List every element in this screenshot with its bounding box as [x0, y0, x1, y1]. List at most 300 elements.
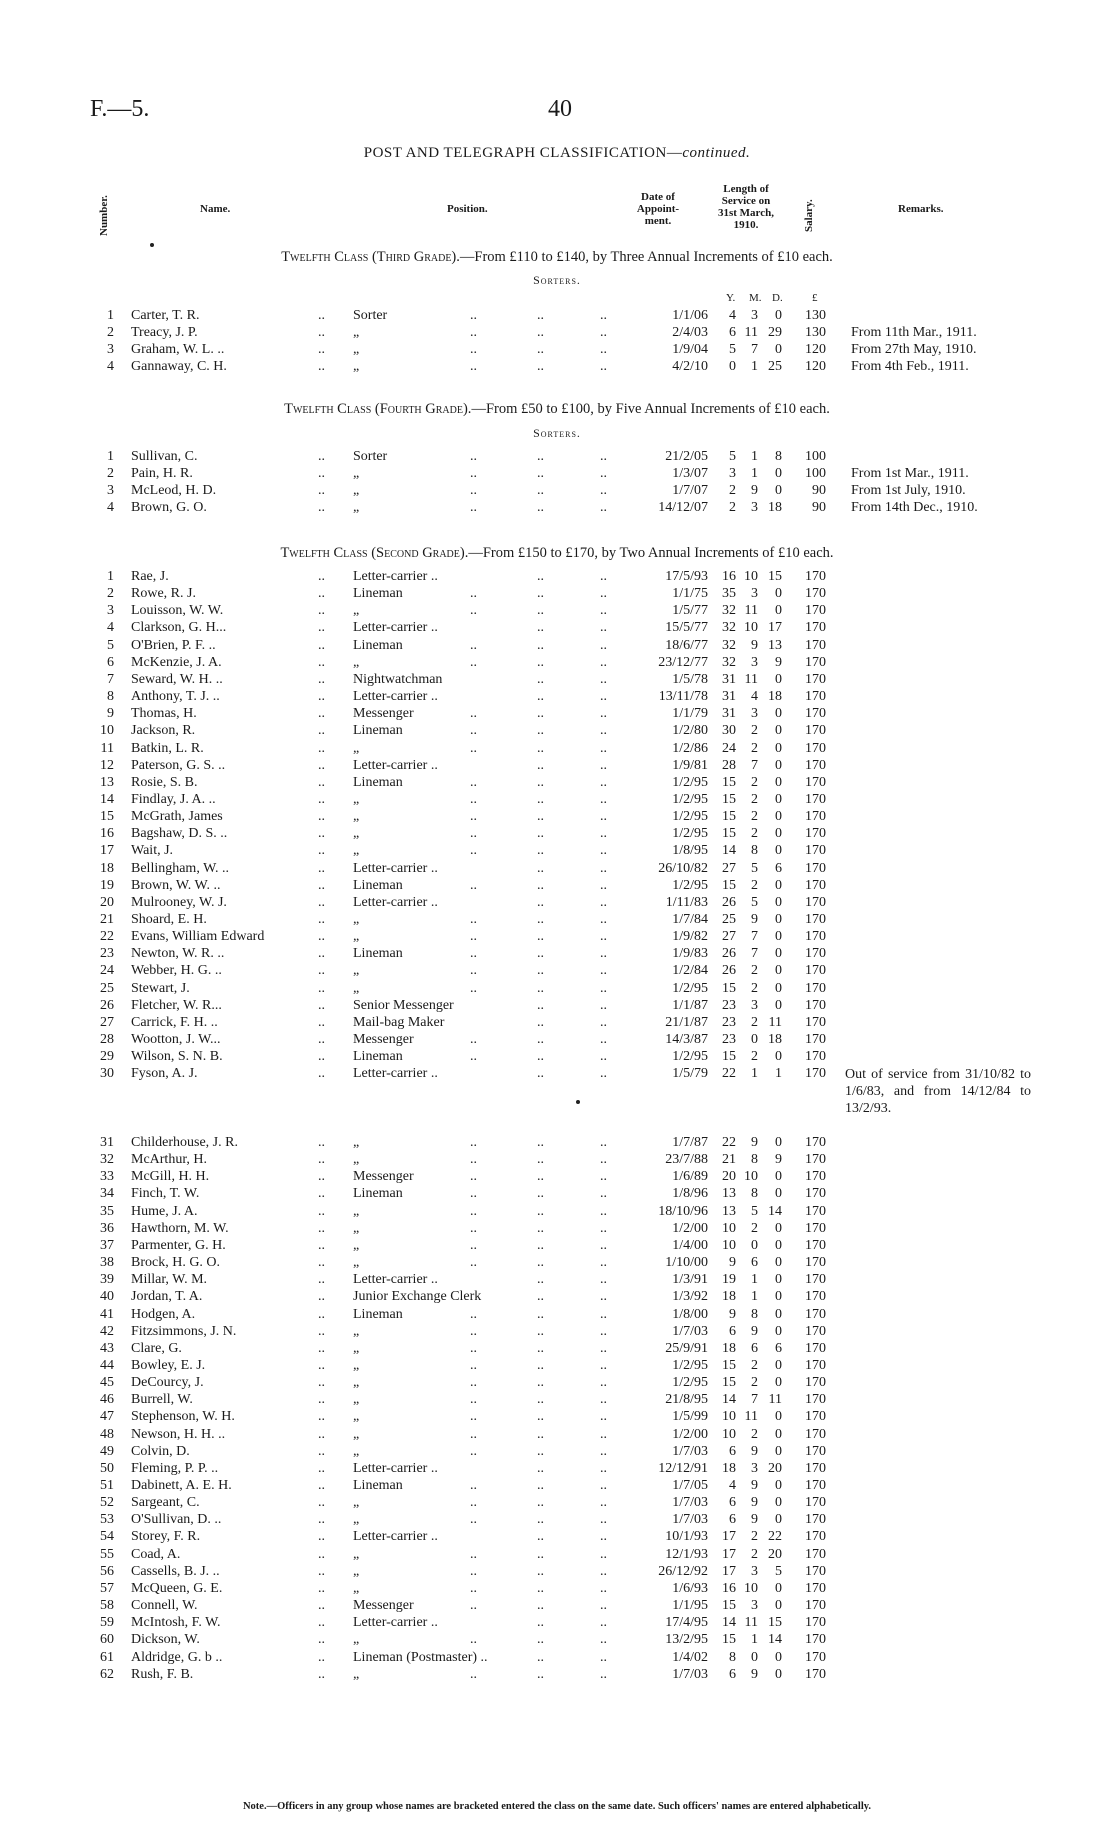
leader-dots: ..	[470, 1255, 477, 1271]
table-row	[0, 1614, 1114, 1631]
leader-dots: ..	[318, 1169, 325, 1185]
leader-dots: ..	[537, 1306, 544, 1322]
row-remark: From 27th May, 1910.	[851, 342, 977, 358]
row-years: 6	[729, 1443, 736, 1459]
leader-dots: ..	[600, 1135, 607, 1150]
leader-dots: ..	[318, 1357, 325, 1373]
leader-dots: ..	[318, 1032, 325, 1048]
leader-dots: ..	[600, 466, 607, 482]
row-date: 1/8/95	[672, 843, 708, 859]
table-row	[0, 1563, 1114, 1580]
row-date: 26/12/92	[658, 1563, 708, 1579]
row-months: 2	[751, 963, 758, 979]
row-salary: 120	[805, 342, 826, 358]
row-days: 0	[775, 791, 782, 807]
row-days: 20	[768, 1460, 782, 1476]
row-days: 0	[775, 586, 782, 602]
leader-dots: ..	[600, 826, 607, 842]
unit-pounds: £	[812, 292, 818, 304]
leader-dots: ..	[600, 1186, 607, 1202]
row-days: 0	[775, 1237, 782, 1253]
row-months: 2	[751, 723, 758, 739]
row-name: Gannaway, C. H.	[131, 359, 227, 375]
row-number: 9	[107, 706, 114, 722]
leader-dots: ..	[600, 620, 607, 636]
row-number: 20	[100, 894, 114, 910]
leader-dots: ..	[318, 1495, 325, 1511]
row-months: 3	[751, 706, 758, 722]
column-position-header: Position.	[447, 203, 488, 215]
table-row	[0, 324, 1114, 341]
leader-dots: ..	[600, 1014, 607, 1030]
row-years: 17	[722, 1563, 736, 1579]
leader-dots: ..	[318, 1255, 325, 1271]
row-years: 10	[722, 1409, 736, 1425]
leader-dots: ..	[600, 1443, 607, 1459]
table-row	[0, 671, 1114, 688]
table-row	[0, 637, 1114, 654]
leader-dots: ..	[600, 1598, 607, 1614]
row-date: 1/1/06	[672, 308, 708, 323]
row-months: 3	[751, 1460, 758, 1476]
leader-dots: ..	[537, 757, 544, 773]
leader-dots: ..	[600, 963, 607, 979]
row-years: 31	[722, 671, 736, 687]
row-days: 0	[775, 1598, 782, 1614]
leader-dots: ..	[318, 1049, 325, 1065]
leader-dots: ..	[470, 1152, 477, 1168]
row-date: 1/2/00	[672, 1426, 708, 1442]
row-years: 6	[729, 325, 736, 341]
row-days: 9	[775, 1152, 782, 1168]
row-number: 4	[107, 620, 114, 636]
row-years: 30	[722, 723, 736, 739]
row-name: Carter, T. R.	[131, 308, 200, 323]
leader-dots: ..	[470, 877, 477, 893]
row-number: 31	[100, 1135, 114, 1150]
row-name: McLeod, H. D.	[131, 483, 217, 499]
leader-dots: ..	[600, 894, 607, 910]
table-row	[0, 757, 1114, 774]
row-months: 1	[751, 1272, 758, 1288]
leader-dots: ..	[600, 500, 607, 516]
row-name: Clarkson, G. H...	[131, 620, 227, 636]
leader-dots: ..	[600, 1478, 607, 1493]
leader-dots: ..	[318, 1135, 325, 1150]
row-remark: From 1st Mar., 1911.	[851, 466, 969, 482]
leader-dots: ..	[537, 449, 544, 464]
row-months: 2	[751, 809, 758, 825]
row-position: „	[353, 980, 360, 996]
table-row	[0, 980, 1114, 997]
row-days: 0	[775, 1426, 782, 1442]
specks	[576, 1100, 580, 1104]
column-name-header: Name.	[200, 203, 231, 215]
row-position: Messenger	[353, 706, 414, 722]
table-row	[0, 1168, 1114, 1185]
row-days: 25	[768, 359, 782, 375]
leader-dots: ..	[600, 1255, 607, 1271]
row-name: Hawthorn, M. W.	[131, 1220, 229, 1236]
remark-out-of-service: Out of service from 31/10/82 to 1/6/83, and from 14/12/84 to 13/2/93.	[845, 1067, 1031, 1116]
row-name: Mulrooney, W. J.	[131, 894, 227, 910]
row-months: 8	[751, 1306, 758, 1322]
leader-dots: ..	[470, 980, 477, 996]
row-months: 3	[751, 997, 758, 1013]
table-row	[0, 1528, 1114, 1545]
table-row	[0, 1203, 1114, 1220]
row-position: Lineman	[353, 1478, 403, 1493]
row-years: 6	[729, 1666, 736, 1682]
row-number: 45	[100, 1375, 114, 1391]
row-days: 15	[768, 569, 782, 584]
leader-dots: ..	[537, 1272, 544, 1288]
row-name: Fitzsimmons, J. N.	[131, 1323, 237, 1339]
leader-dots: ..	[537, 1649, 544, 1665]
column-length-header: Length of Service on 31st March, 1910.	[717, 183, 774, 231]
row-name: Jordan, T. A.	[131, 1289, 203, 1305]
row-months: 2	[751, 1529, 758, 1545]
leader-dots: ..	[600, 569, 607, 584]
column-salary-header: Salary.	[803, 199, 815, 232]
row-years: 2	[729, 483, 736, 499]
row-position: Sorter	[353, 449, 388, 464]
leader-dots: ..	[600, 1495, 607, 1511]
leader-dots: ..	[600, 1357, 607, 1373]
table-row	[0, 928, 1114, 945]
leader-dots: ..	[600, 359, 607, 375]
row-date: 1/9/81	[672, 757, 708, 773]
table-row	[0, 774, 1114, 791]
row-number: 4	[107, 359, 114, 375]
leader-dots: ..	[600, 1340, 607, 1356]
row-date: 1/2/95	[672, 1049, 708, 1065]
row-salary: 120	[805, 359, 826, 375]
row-months: 10	[744, 569, 758, 584]
table-row	[0, 499, 1114, 516]
row-days: 0	[775, 963, 782, 979]
table-row	[0, 307, 1114, 324]
row-name: Finch, T. W.	[131, 1186, 200, 1202]
leader-dots: ..	[537, 569, 544, 584]
section-title: Twelfth Class (Fourth Grade).—From £50 to £100, by Five Annual Increments of £10 each.	[284, 401, 830, 417]
row-days: 0	[775, 603, 782, 619]
section-subtitle: Sorters.	[533, 426, 581, 440]
row-position: „	[353, 1323, 360, 1339]
row-salary: 170	[805, 757, 826, 773]
leader-dots: ..	[537, 620, 544, 636]
row-years: 9	[729, 1306, 736, 1322]
row-date: 1/6/89	[672, 1169, 708, 1185]
leader-dots: ..	[470, 603, 477, 619]
row-salary: 170	[805, 1495, 826, 1511]
table-row	[0, 808, 1114, 825]
row-position: Letter-carrier ..	[353, 1066, 438, 1082]
row-days: 22	[768, 1529, 782, 1545]
leader-dots: ..	[318, 1237, 325, 1253]
row-days: 0	[775, 912, 782, 927]
row-position: Messenger	[353, 1169, 414, 1185]
row-name: DeCourcy, J.	[131, 1375, 204, 1391]
row-position: „	[353, 912, 360, 927]
row-years: 27	[722, 929, 736, 945]
row-position: Lineman	[353, 946, 403, 962]
row-number: 48	[100, 1426, 114, 1442]
row-date: 15/5/77	[665, 620, 708, 636]
leader-dots: ..	[600, 1409, 607, 1425]
row-number: 53	[100, 1512, 114, 1528]
leader-dots: ..	[600, 1426, 607, 1442]
row-name: Paterson, G. S. ..	[131, 757, 226, 773]
leader-dots: ..	[470, 1563, 477, 1579]
row-salary: 170	[805, 1632, 826, 1648]
leader-dots: ..	[470, 912, 477, 927]
row-number: 59	[100, 1615, 114, 1631]
leader-dots: ..	[470, 1375, 477, 1391]
row-salary: 170	[805, 1272, 826, 1288]
row-months: 1	[751, 449, 758, 464]
leader-dots: ..	[470, 1512, 477, 1528]
row-months: 9	[751, 483, 758, 499]
leader-dots: ..	[600, 325, 607, 341]
row-days: 0	[775, 980, 782, 996]
leader-dots: ..	[318, 1580, 325, 1596]
row-date: 1/6/93	[672, 1580, 708, 1596]
leader-dots: ..	[470, 1049, 477, 1065]
table-row	[0, 585, 1114, 602]
row-number: 11	[100, 740, 114, 756]
row-position: „	[353, 500, 360, 516]
row-number: 50	[100, 1460, 114, 1476]
row-number: 2	[107, 586, 114, 602]
row-years: 18	[722, 1340, 736, 1356]
row-number: 10	[100, 723, 114, 739]
row-salary: 170	[805, 1203, 826, 1219]
leader-dots: ..	[537, 1340, 544, 1356]
row-months: 10	[744, 1580, 758, 1596]
row-date: 1/2/95	[672, 791, 708, 807]
leader-dots: ..	[318, 723, 325, 739]
row-days: 0	[775, 946, 782, 962]
row-salary: 170	[805, 1392, 826, 1408]
row-days: 0	[775, 1357, 782, 1373]
row-days: 0	[775, 1666, 782, 1682]
leader-dots: ..	[470, 774, 477, 790]
leader-dots: ..	[537, 1546, 544, 1562]
leader-dots: ..	[600, 757, 607, 773]
leader-dots: ..	[537, 1632, 544, 1648]
row-days: 0	[775, 894, 782, 910]
leader-dots: ..	[600, 654, 607, 670]
row-salary: 170	[805, 603, 826, 619]
row-name: Parmenter, G. H.	[131, 1237, 226, 1253]
table-row	[0, 825, 1114, 842]
table-row	[0, 1237, 1114, 1254]
leader-dots: ..	[537, 946, 544, 962]
row-position: „	[353, 342, 360, 358]
row-date: 1/7/03	[672, 1495, 708, 1511]
row-number: 2	[107, 466, 114, 482]
row-days: 14	[768, 1632, 782, 1648]
row-number: 3	[107, 342, 114, 358]
table-row	[0, 1185, 1114, 1202]
table-row	[0, 465, 1114, 482]
table-row	[0, 997, 1114, 1014]
leader-dots: ..	[537, 706, 544, 722]
section-subtitle: Sorters.	[533, 273, 581, 287]
leader-dots: ..	[318, 1186, 325, 1202]
row-salary: 170	[805, 1014, 826, 1030]
row-salary: 170	[805, 723, 826, 739]
leader-dots: ..	[537, 342, 544, 358]
row-days: 5	[775, 1563, 782, 1579]
row-position: „	[353, 654, 360, 670]
row-days: 8	[775, 449, 782, 464]
row-days: 20	[768, 1546, 782, 1562]
row-months: 0	[751, 1649, 758, 1665]
row-name: Bowley, E. J.	[131, 1357, 206, 1373]
column-number-header: Number.	[98, 195, 110, 236]
row-date: 1/3/92	[672, 1289, 708, 1305]
row-position: „	[353, 1632, 360, 1648]
row-date: 12/1/93	[665, 1546, 708, 1562]
row-years: 16	[722, 1580, 736, 1596]
row-name: Findlay, J. A. ..	[131, 791, 216, 807]
row-months: 9	[751, 1443, 758, 1459]
row-months: 11	[744, 1615, 758, 1631]
leader-dots: ..	[318, 1426, 325, 1442]
row-years: 23	[722, 1032, 736, 1048]
table-row	[0, 1649, 1114, 1666]
row-date: 1/5/77	[672, 603, 708, 619]
row-number: 30	[100, 1066, 114, 1082]
leader-dots: ..	[600, 1237, 607, 1253]
leader-dots: ..	[470, 843, 477, 859]
leader-dots: ..	[600, 1580, 607, 1596]
leader-dots: ..	[537, 1443, 544, 1459]
row-salary: 170	[805, 877, 826, 893]
row-months: 7	[751, 1392, 758, 1408]
row-date: 18/10/96	[658, 1203, 708, 1219]
row-date: 1/1/95	[672, 1598, 708, 1614]
leader-dots: ..	[318, 637, 325, 653]
row-date: 1/9/83	[672, 946, 708, 962]
row-salary: 170	[805, 809, 826, 825]
row-salary: 170	[805, 912, 826, 927]
row-salary: 100	[805, 449, 826, 464]
leader-dots: ..	[470, 1546, 477, 1562]
row-years: 26	[722, 894, 736, 910]
row-years: 17	[722, 1529, 736, 1545]
leader-dots: ..	[537, 1186, 544, 1202]
row-position: Nightwatchman	[353, 671, 443, 687]
row-number: 3	[107, 603, 114, 619]
table-row	[0, 791, 1114, 808]
row-years: 25	[722, 912, 736, 927]
row-days: 0	[775, 1580, 782, 1596]
leader-dots: ..	[537, 1580, 544, 1596]
table-row	[0, 1460, 1114, 1477]
row-years: 10	[722, 1237, 736, 1253]
row-number: 22	[100, 929, 114, 945]
row-number: 25	[100, 980, 114, 996]
row-number: 62	[100, 1666, 114, 1682]
row-months: 5	[751, 860, 758, 876]
row-months: 9	[751, 1323, 758, 1339]
row-years: 15	[722, 809, 736, 825]
row-number: 26	[100, 997, 114, 1013]
row-days: 0	[775, 843, 782, 859]
row-date: 1/3/07	[672, 466, 708, 482]
row-months: 3	[751, 586, 758, 602]
row-years: 0	[729, 359, 736, 375]
row-date: 1/8/96	[672, 1186, 708, 1202]
leader-dots: ..	[537, 586, 544, 602]
row-name: Rush, F. B.	[131, 1666, 194, 1682]
table-row	[0, 1340, 1114, 1357]
table-row	[0, 1580, 1114, 1597]
table-row	[0, 1048, 1114, 1065]
leader-dots: ..	[600, 483, 607, 499]
row-years: 32	[722, 620, 736, 636]
row-name: Stephenson, W. H.	[131, 1409, 235, 1425]
page-title: POST AND TELEGRAPH CLASSIFICATION—continued.	[363, 145, 751, 161]
row-months: 1	[751, 466, 758, 482]
row-months: 7	[751, 757, 758, 773]
row-days: 17	[768, 620, 782, 636]
leader-dots: ..	[318, 1512, 325, 1528]
row-days: 15	[768, 1615, 782, 1631]
row-salary: 170	[805, 1529, 826, 1545]
row-salary: 170	[805, 689, 826, 705]
leader-dots: ..	[600, 1546, 607, 1562]
row-years: 10	[722, 1220, 736, 1236]
row-date: 13/11/78	[658, 689, 708, 705]
table-row	[0, 654, 1114, 671]
row-months: 9	[751, 1478, 758, 1493]
leader-dots: ..	[537, 1426, 544, 1442]
leader-dots: ..	[600, 946, 607, 962]
row-name: Hodgen, A.	[131, 1306, 196, 1322]
row-name: Millar, W. M.	[131, 1272, 208, 1288]
leader-dots: ..	[318, 1529, 325, 1545]
leader-dots: ..	[318, 308, 325, 323]
row-name: Jackson, R.	[131, 723, 196, 739]
leader-dots: ..	[537, 1563, 544, 1579]
table-row	[0, 448, 1114, 465]
row-position: „	[353, 826, 360, 842]
leader-dots: ..	[537, 1615, 544, 1631]
row-salary: 170	[805, 1649, 826, 1665]
row-position: Lineman (Postmaster) ..	[353, 1649, 488, 1665]
row-position: Letter-carrier ..	[353, 1615, 438, 1631]
row-months: 6	[751, 1255, 758, 1271]
row-years: 15	[722, 1049, 736, 1065]
leader-dots: ..	[600, 980, 607, 996]
row-number: 60	[100, 1632, 114, 1648]
row-name: Dickson, W.	[131, 1632, 200, 1648]
row-date: 1/9/82	[672, 929, 708, 945]
row-days: 0	[775, 757, 782, 773]
row-days: 0	[775, 1478, 782, 1493]
row-number: 15	[100, 809, 114, 825]
row-name: Fleming, P. P. ..	[131, 1460, 219, 1476]
row-number: 38	[100, 1255, 114, 1271]
row-years: 13	[722, 1186, 736, 1202]
row-years: 14	[722, 1615, 736, 1631]
row-name: Dabinett, A. E. H.	[131, 1478, 232, 1493]
row-name: Rae, J.	[131, 569, 169, 584]
